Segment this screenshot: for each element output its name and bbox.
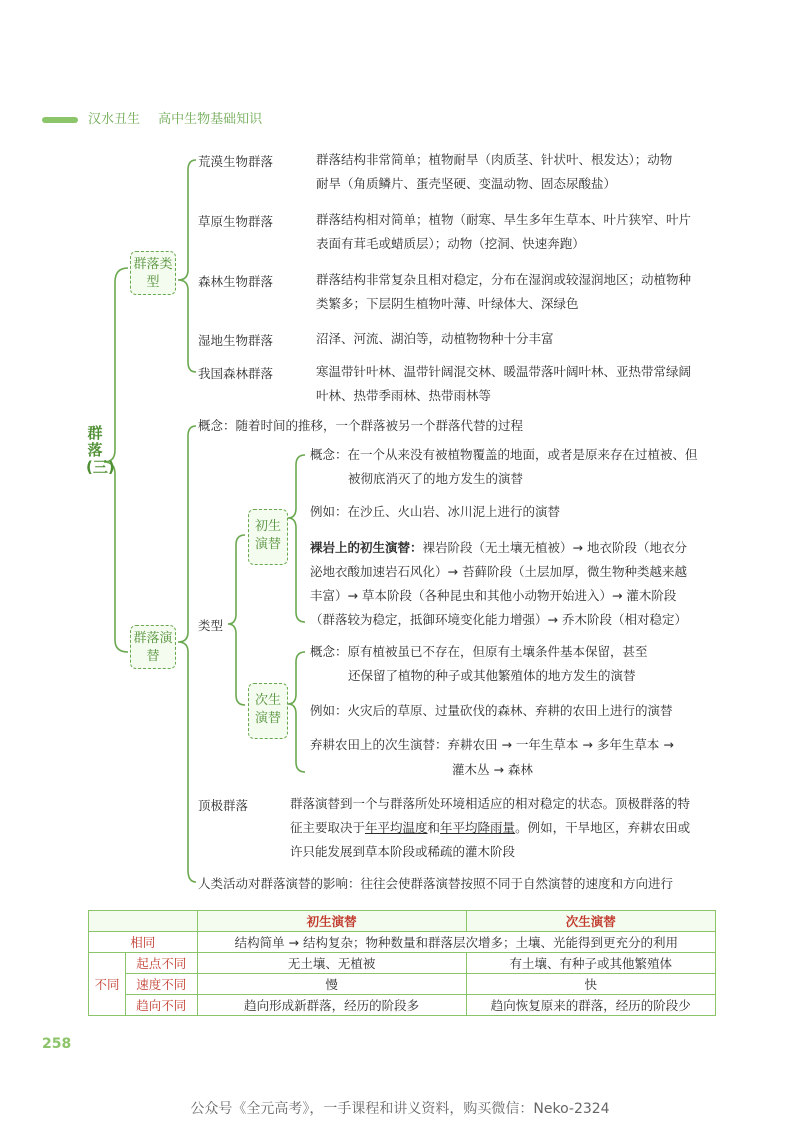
same-text: 结构简单 → 结构复杂；物种数量和群落层次增多；土壤、光能得到更充分的利用 [197, 932, 715, 953]
row-label-start: 起点不同 [126, 953, 198, 974]
bare-rock-line-1 [310, 536, 687, 560]
table-col-primary: 初生演替 [197, 911, 466, 932]
type-desc-grassland-1: 群落结构相对简单；植物（耐寒、旱生多年生草本、叶片狭窄、叶片 [316, 212, 692, 227]
bare-rock-text-1: 裸岩阶段（无土壤无植被）→ 地衣阶段（地衣分 [422, 540, 687, 555]
cell-secondary-trend: 趋向恢复原来的群落，经历的阶段少 [466, 995, 715, 1016]
header-title: 高中生物基础知识 [158, 112, 263, 127]
cell-primary-trend: 趋向形成新群落，经历的阶段多 [197, 995, 466, 1016]
type-name-desert: 荒漠生物群落 [198, 154, 274, 169]
cell-primary-speed: 慢 [197, 974, 466, 995]
bare-rock-line-2: 泌地衣酸加速岩石风化）→ 苔藓阶段（土层加厚，微生物种类越来越 [310, 564, 687, 579]
table-col-secondary: 次生演替 [466, 911, 715, 932]
diff-label: 不同 [89, 953, 126, 1016]
type-desc-china-forest-1: 寒温带针叶林、温带针阔混交林、暖温带落叶阔叶林、亚热带常绿阔 [316, 364, 692, 379]
annual-temperature: 年平均温度 [365, 820, 428, 835]
row-label-speed: 速度不同 [126, 974, 198, 995]
page-number: 258 [42, 1036, 72, 1052]
row-label-trend: 趋向不同 [126, 995, 198, 1016]
farm-succession-1: 弃耕农田上的次生演替：弃耕农田 → 一年生草本 → 多年生草本 → [310, 737, 674, 752]
table-row [89, 974, 716, 995]
table-corner [89, 911, 198, 932]
footer-note: 公众号《全元高考》，一手课程和讲义资料，购买微信：Neko-2324 [190, 1101, 610, 1117]
primary-example: 例如：在沙丘、火山岩、冰川泥上进行的演替 [310, 504, 561, 519]
climax-line-2 [290, 816, 690, 840]
type-desc-forest-2: 类繁多；下层阴生植物叶薄、叶绿体大、深绿色 [316, 296, 579, 311]
primary-succession-box: 初生演替 [248, 509, 288, 565]
cell-primary-start: 无土壤、无植被 [197, 953, 466, 974]
succession-box: 群落演替 [130, 625, 176, 669]
bare-rock-line-4: （群落较为稳定，抵御环境变化能力增强）→ 乔木阶段（相对稳定） [310, 612, 687, 627]
table-row [89, 953, 716, 974]
climax-line-2-mid: 和 [427, 820, 441, 835]
header-author: 汉水丑生 [88, 112, 141, 127]
farm-succession-2: 灌木丛 → 森林 [452, 762, 533, 777]
primary-concept-2: 被彻底消灭了的地方发生的演替 [348, 471, 524, 486]
succession-concept: 概念：随着时间的推移，一个群落被另一个群落代替的过程 [198, 418, 524, 433]
cell-secondary-start: 有土壤、有种子或其他繁殖体 [466, 953, 715, 974]
table-row [89, 995, 716, 1016]
type-desc-china-forest-2: 叶林、热带季雨林、热带雨林等 [316, 388, 492, 403]
type-name-wetland: 湿地生物群落 [198, 333, 274, 348]
root-label: 群落(三) [86, 424, 115, 476]
succession-types-label: 类型 [198, 618, 224, 633]
type-name-forest: 森林生物群落 [198, 274, 274, 289]
secondary-succession-box: 次生演替 [248, 683, 288, 739]
climax-line-2-pre: 征主要取决于 [290, 820, 366, 835]
primary-concept-1: 概念：在一个从来没有被植物覆盖的地面，或者是原来存在过植被、但 [310, 447, 698, 462]
type-name-grassland: 草原生物群落 [198, 214, 274, 229]
secondary-example: 例如：火灾后的草原、过量砍伐的森林、弃耕的农田上进行的演替 [310, 703, 673, 718]
table-row-same [89, 932, 716, 953]
type-desc-desert-1: 群落结构非常简单；植物耐旱（肉质茎、针状叶、根发达）；动物 [316, 152, 673, 167]
climax-line-1: 群落演替到一个与群落所处环境相适应的相对稳定的状态。顶极群落的特 [290, 796, 691, 811]
climax-line-2-post: 。例如，干旱地区，弃耕农田或 [515, 820, 691, 835]
comparison-table [88, 910, 716, 1016]
bare-rock-line-3: 丰富）→ 草本阶段（各种昆虫和其他小动物开始进入）→ 灌木阶段 [310, 588, 677, 603]
annual-rainfall: 年平均降雨量 [440, 820, 516, 835]
bare-rock-title: 裸岩上的初生演替： [310, 540, 423, 555]
secondary-concept-1: 概念：原有植被虽已不存在，但原有土壤条件基本保留，甚至 [310, 644, 648, 659]
cell-secondary-speed: 快 [466, 974, 715, 995]
community-types-box: 群落类型 [130, 251, 176, 295]
climax-line-3: 许只能发展到草本阶段或稀疏的灌木阶段 [290, 844, 516, 859]
type-desc-desert-2: 耐旱（角质鳞片、蛋壳坚硬、变温动物、固态尿酸盐） [316, 176, 617, 191]
type-desc-forest-1: 群落结构非常复杂且相对稳定，分布在湿润或较湿润地区；动植物种 [316, 272, 692, 287]
same-label: 相同 [89, 932, 198, 953]
type-desc-grassland-2: 表面有茸毛或蜡质层）；动物（挖洞、快速奔跑） [316, 236, 585, 251]
secondary-concept-2: 还保留了植物的种子或其他繁殖体的地方发生的演替 [348, 668, 636, 683]
type-desc-wetland-1: 沼泽、河流、湖泊等，动植物物种十分丰富 [316, 331, 554, 346]
human-influence: 人类活动对群落演替的影响：往往会使群落演替按照不同于自然演替的速度和方向进行 [198, 876, 674, 891]
type-name-china-forest: 我国森林群落 [198, 366, 274, 381]
table-header-row [89, 911, 716, 932]
climax-label: 顶极群落 [198, 798, 249, 813]
